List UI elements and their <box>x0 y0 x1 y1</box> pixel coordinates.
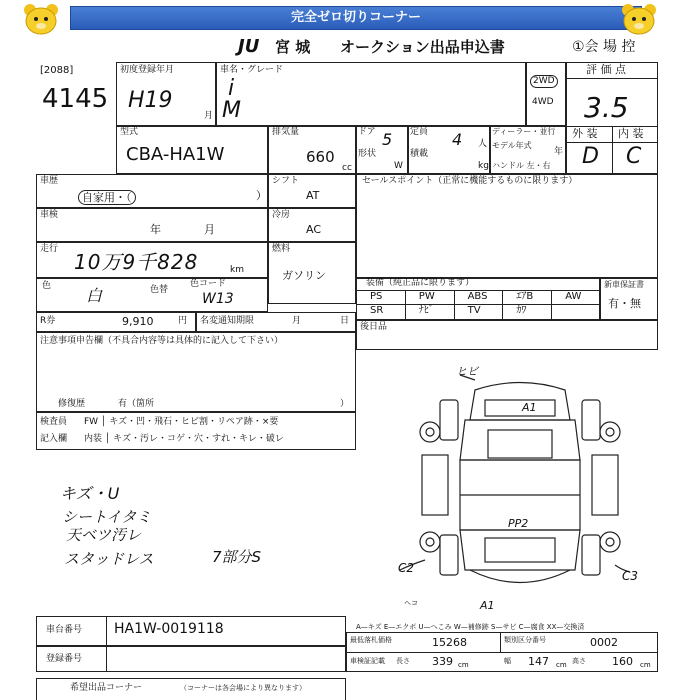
height-value: 160 <box>612 655 633 668</box>
equipment-label: 装備（純正品に限ります） <box>366 278 475 288</box>
equipment-item: ｴｱB <box>516 291 534 302</box>
cooler-value: AC <box>306 223 322 236</box>
drive-4wd: 4WD <box>532 97 554 107</box>
inspection-month: 月 <box>204 223 215 236</box>
width-value: 147 <box>528 655 549 668</box>
equipment-item: AW <box>565 291 582 302</box>
new-manual-value: 有・無 <box>608 297 641 310</box>
diagram-label-c2: C2 <box>398 561 415 575</box>
sales-point-box <box>356 174 658 278</box>
damage-legend: A—キズ E—エクボ U—へこみ W—補修跡 S—サビ C—腐食 XX—交換済 <box>356 623 585 631</box>
diagram-label-mid: PP2 <box>508 517 529 530</box>
bear-mascot-left-icon <box>20 2 62 36</box>
bear-mascot-right-icon <box>618 2 660 36</box>
notice-day: 日 <box>340 316 350 326</box>
history-value: 自家用・（ <box>78 190 136 205</box>
color-code-value: W13 <box>202 291 234 307</box>
fuel-label: 燃料 <box>272 244 291 254</box>
height-unit: cm <box>640 661 651 669</box>
repair-value: 有（箇所 <box>118 399 155 409</box>
grade-value: 3.5 <box>584 91 629 124</box>
tax2-label: 類別区分番号 <box>504 636 546 644</box>
grade-int-label: 内 装 <box>618 127 644 140</box>
color-change-label: 色替 <box>150 285 169 295</box>
lot-code: [2088] <box>40 65 74 76</box>
handle-label: ハンドル 左・右 <box>492 161 551 170</box>
car-name-line1: i <box>228 76 235 101</box>
car-name-label: 車名・グレード <box>220 65 284 75</box>
capacity-value: 4 <box>452 130 463 149</box>
width-unit: cm <box>556 661 567 669</box>
tax2-value: 0002 <box>590 636 618 649</box>
inspector-int-row: 内装 │ キズ・汚レ・コゲ・穴・すれ・キレ・破レ <box>84 434 284 444</box>
mileage-label: 走行 <box>40 244 59 254</box>
height-label: 高さ <box>572 657 586 665</box>
color-code-label: 色コード <box>190 279 227 289</box>
remarks-label: 注意事項申告欄（不具合内容等は具体的に記入して下さい） <box>40 336 284 346</box>
first-reg-label: 初度登録年月 <box>120 65 175 75</box>
displacement-value: 660 <box>306 148 335 166</box>
note-line-5: 7部分S <box>212 548 262 566</box>
registration-label: 登録番号 <box>46 654 83 664</box>
form-value: W <box>394 161 403 171</box>
note-line-1: キズ・U <box>60 484 120 503</box>
chassis-value: HA1W-0019118 <box>114 621 224 637</box>
grade-ext-value: D <box>582 144 599 169</box>
notice-month: 月 <box>292 316 302 326</box>
inspector-fw-row: FW │ キズ・凹・飛石・ヒビ割・リペア跡・×要 <box>84 417 279 427</box>
grade-ext-label: 外 装 <box>572 127 598 140</box>
note-line-2: シートイタミ <box>62 508 152 526</box>
load-label: 積載 <box>410 149 429 159</box>
color-label: 色 <box>42 281 52 291</box>
registration-box <box>36 646 346 672</box>
drive-box <box>526 62 566 126</box>
doors-label: ドア <box>358 127 376 137</box>
equipment-item: ｶﾜ <box>516 305 527 316</box>
form-title: オークション出品申込書 <box>340 38 505 56</box>
lot-number: 4145 <box>42 84 109 114</box>
doors-value: 5 <box>382 130 393 149</box>
chassis-label: 車台番号 <box>46 625 83 635</box>
model-year-unit: 年 <box>554 147 564 157</box>
recycle-label: R券 <box>40 316 56 326</box>
history-close: ） <box>256 189 267 202</box>
tax-label: 最低落札価格 <box>350 636 392 644</box>
length-label: 長さ <box>396 657 410 665</box>
inspector-label-2: 記入欄 <box>40 434 68 444</box>
notice-label: 名変通知期限 <box>200 316 255 326</box>
header-org: 宮 城 <box>275 38 311 56</box>
model-value: CBA-HA1W <box>126 144 225 165</box>
banner-title: 完全ゼロ切りコーナー <box>70 6 642 30</box>
dealer-label: ディーラー・並行 <box>492 127 556 136</box>
model-year-label: モデル年式 <box>492 141 532 150</box>
ju-logo: JU <box>238 36 260 57</box>
recycle-unit: 円 <box>178 316 188 326</box>
grade-int-value: C <box>626 144 642 169</box>
first-reg-month: 月 <box>204 111 214 121</box>
new-manual-label: 新車保証書 <box>604 280 644 289</box>
sales-point-label: セールスポイント（正常に機能するものに限ります） <box>362 176 578 186</box>
mileage-unit: km <box>230 265 244 275</box>
note-line-4: スタッドレス <box>64 550 154 568</box>
shift-value: AT <box>306 189 320 202</box>
shift-label: シフト <box>272 176 300 186</box>
equipment-item: TV <box>467 305 481 316</box>
tax-value: 15268 <box>432 636 467 649</box>
diagram-label-a1-bottom: A1 <box>480 599 495 612</box>
recycle-value: 9,910 <box>122 315 154 328</box>
inspection-label: 車検 <box>40 210 59 220</box>
equipment-item: SR <box>370 305 384 316</box>
fuel-value: ガソリン <box>282 269 326 282</box>
recycle-box <box>36 312 196 332</box>
load-unit: kg <box>478 161 489 171</box>
form-label: 形状 <box>358 149 377 159</box>
length-unit: cm <box>458 661 469 669</box>
grade-label: 評 価 点 <box>586 63 626 76</box>
equipment-item: PS <box>370 291 383 302</box>
venue-label: ①会 場 控 <box>572 39 636 55</box>
cooler-label: 冷房 <box>272 210 291 220</box>
diagram-label-bottom-small: ヘコ <box>404 599 418 607</box>
history-label: 車歴 <box>40 176 59 186</box>
color-value: 白 <box>86 286 103 305</box>
inspection-year: 年 <box>150 223 161 236</box>
displacement-label: 排気量 <box>272 127 300 137</box>
width-label: 幅 <box>504 657 511 665</box>
equipment-item: PW <box>418 291 435 302</box>
first-reg-value: H19 <box>128 88 173 113</box>
diagram-label-a1-top: A1 <box>522 401 537 414</box>
mileage-value: 10万9千828 <box>74 250 199 274</box>
rear-seat-label: 後日品 <box>360 322 388 332</box>
capacity-label: 定員 <box>410 127 429 137</box>
history-box <box>36 174 268 208</box>
repair-close: ） <box>340 399 350 409</box>
equipment-item: ABS <box>467 291 488 302</box>
dims-label: 車検証記載 <box>350 657 385 665</box>
car-name-line2: M <box>222 98 241 123</box>
diagram-label-c3: C3 <box>622 569 639 583</box>
footer-note: （コーナーは各会場により異なります） <box>180 684 306 692</box>
model-label: 型式 <box>120 127 139 137</box>
repair-label: 修復歴 <box>58 399 86 409</box>
capacity-unit: 人 <box>478 139 488 149</box>
car-diagram <box>400 360 640 610</box>
diagram-label-top: ヒビ <box>456 365 478 378</box>
equipment-item: ﾅﾋﾞ <box>418 305 434 316</box>
drive-2wd: 2WD <box>530 75 558 88</box>
inspector-label-1: 検査員 <box>40 417 68 427</box>
length-value: 339 <box>432 655 453 668</box>
rear-box <box>356 320 658 350</box>
displacement-unit: cc <box>342 163 352 173</box>
note-line-3: 天ベツ汚レ <box>66 526 142 544</box>
footer-label: 希望出品コーナー <box>70 683 143 693</box>
